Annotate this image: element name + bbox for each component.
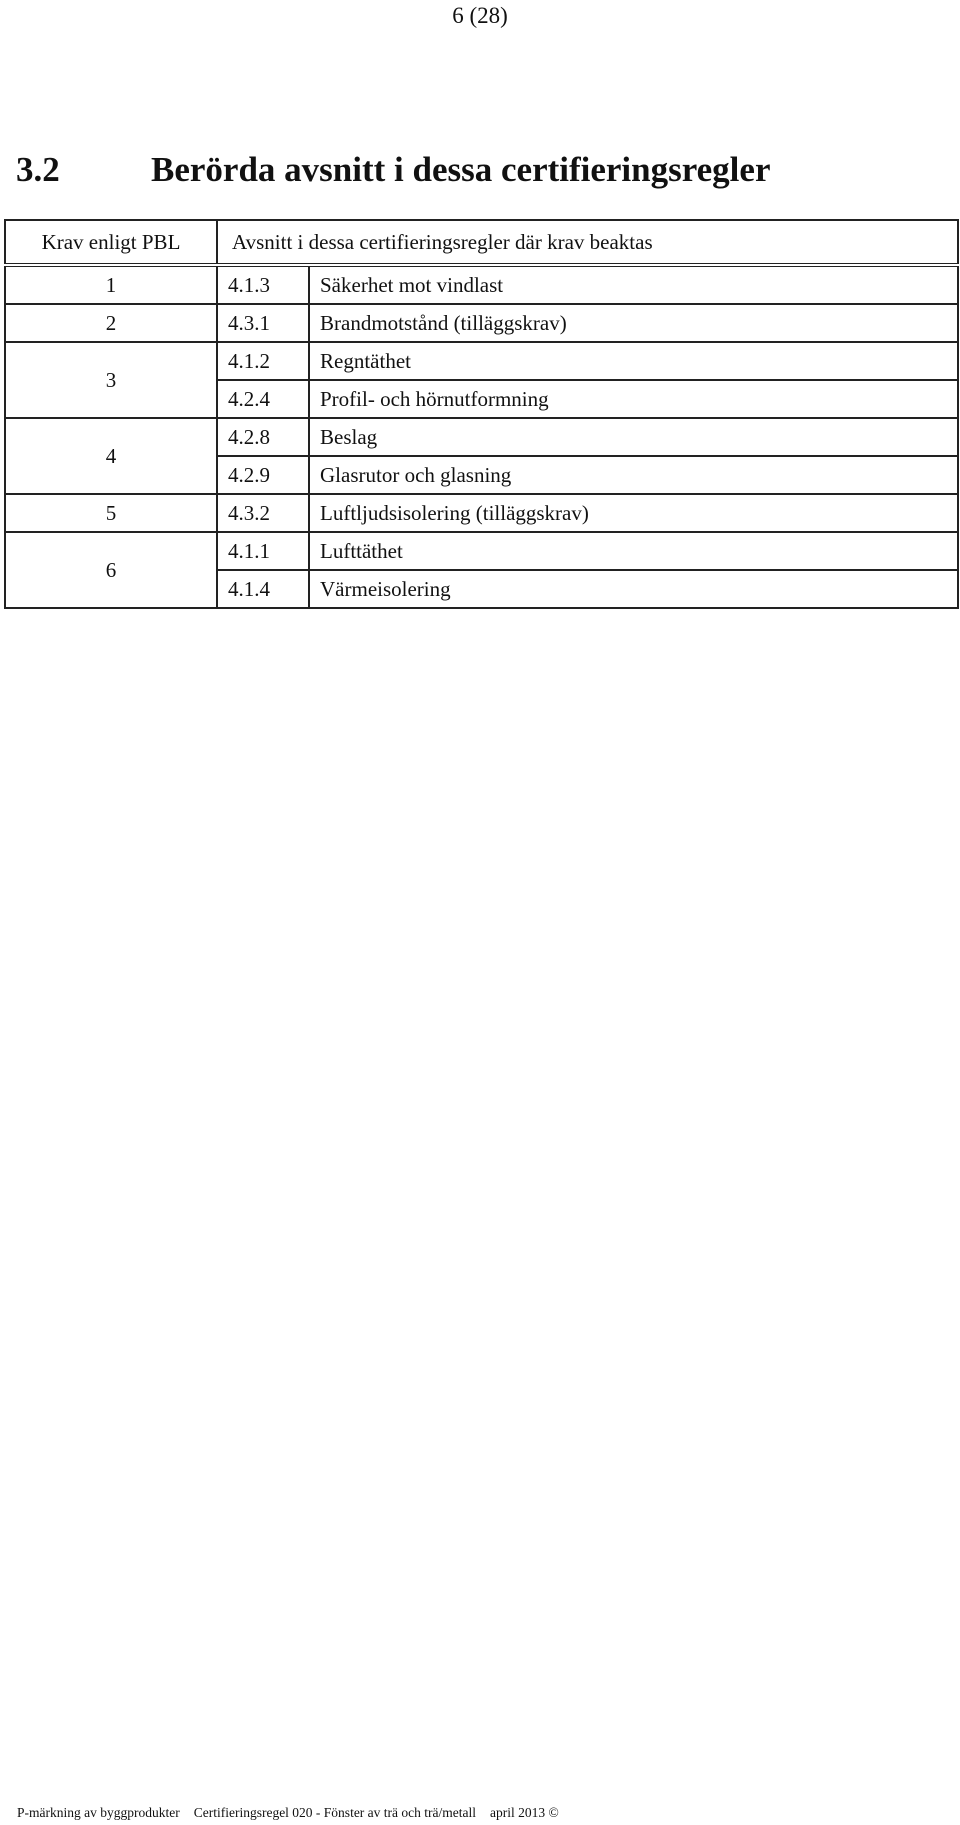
page-footer — [17, 1805, 573, 1821]
footer-document: Certifieringsregel 020 - Fönster av trä och trä/metall — [193, 1805, 476, 1820]
section-title-cell: Säkerhet mot vindlast — [309, 265, 958, 304]
table-row — [5, 304, 958, 342]
section-title: Berörda avsnitt i dessa certifieringsregler — [151, 150, 771, 189]
section-title-cell: Luftljudsisolering (tilläggskrav) — [309, 494, 958, 532]
section-number-cell: 4.1.1 — [217, 532, 309, 570]
section-number-cell: 4.1.2 — [217, 342, 309, 380]
section-number-cell: 4.2.9 — [217, 456, 309, 494]
section-number-cell: 4.1.4 — [217, 570, 309, 608]
section-number-cell: 4.1.3 — [217, 265, 309, 304]
section-title-cell: Glasrutor och glasning — [309, 456, 958, 494]
pbl-requirement-cell: 5 — [5, 494, 217, 532]
section-heading — [16, 148, 770, 192]
pbl-requirement-cell: 1 — [5, 265, 217, 304]
section-title-cell: Beslag — [309, 418, 958, 456]
section-number: 3.2 — [16, 150, 60, 189]
section-number-cell: 4.2.4 — [217, 380, 309, 418]
section-number-cell: 4.3.1 — [217, 304, 309, 342]
table-row — [5, 494, 958, 532]
requirements-table — [4, 219, 959, 609]
table-header-row — [5, 220, 958, 265]
pbl-requirement-cell: 6 — [5, 532, 217, 608]
section-title-cell: Regntäthet — [309, 342, 958, 380]
footer-publication: P-märkning av byggprodukter — [17, 1805, 180, 1820]
table-row — [5, 342, 958, 380]
section-title-cell: Lufttäthet — [309, 532, 958, 570]
header-pbl: Krav enligt PBL — [5, 220, 217, 265]
footer-date: april 2013 © — [490, 1805, 559, 1820]
header-section: Avsnitt i dessa certifieringsregler där krav beaktas — [217, 220, 958, 265]
pbl-requirement-cell: 3 — [5, 342, 217, 418]
table-row — [5, 265, 958, 304]
table-row — [5, 532, 958, 570]
table-row — [5, 418, 958, 456]
page-number: 6 (28) — [452, 3, 508, 28]
section-title-cell: Profil- och hörnutformning — [309, 380, 958, 418]
section-title-cell: Värmeisolering — [309, 570, 958, 608]
section-number-cell: 4.3.2 — [217, 494, 309, 532]
section-title-cell: Brandmotstånd (tilläggskrav) — [309, 304, 958, 342]
pbl-requirement-cell: 2 — [5, 304, 217, 342]
section-number-cell: 4.2.8 — [217, 418, 309, 456]
pbl-requirement-cell: 4 — [5, 418, 217, 494]
